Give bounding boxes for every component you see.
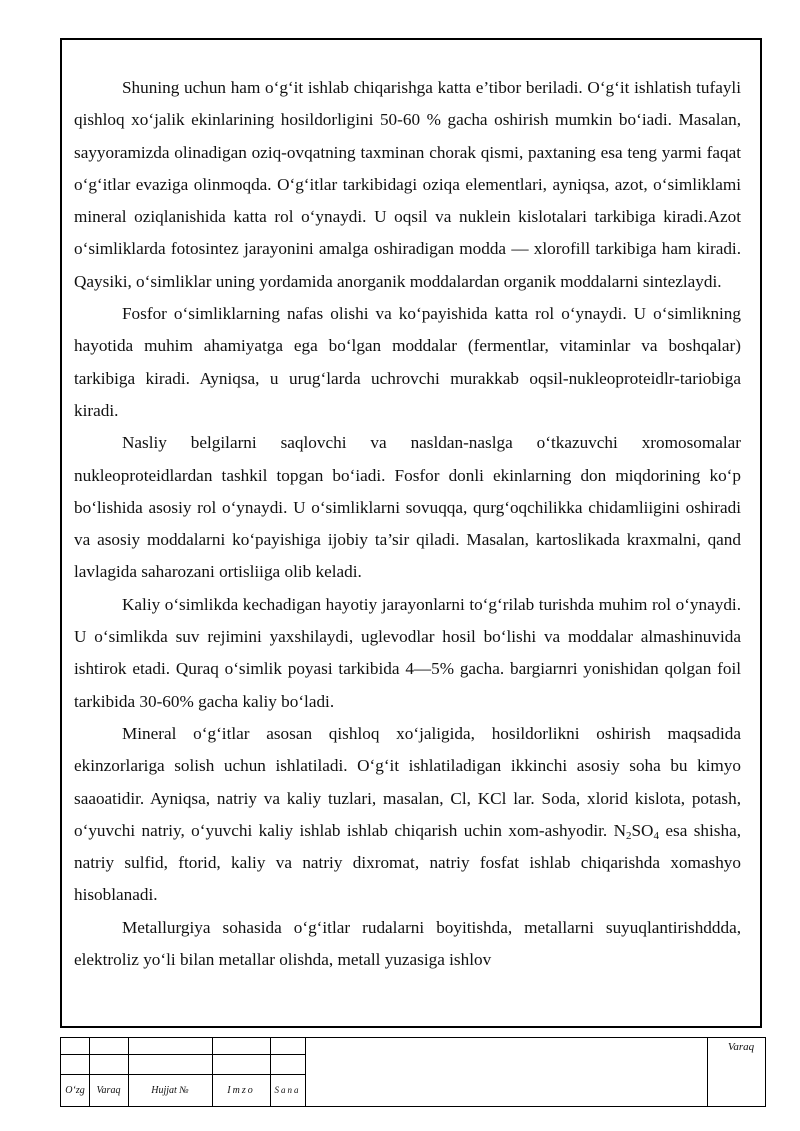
stamp-label-varaq: Varaq [96, 1085, 121, 1096]
paragraph [74, 718, 741, 912]
paragraph [74, 912, 741, 977]
subscript: 2 [626, 829, 632, 842]
document-body [74, 72, 741, 976]
text-run: Metallurgiya sohasida o‘g‘itlar rudalarni boyitishda, metallarni suyuqlantirishddda, elektroliz yo‘li bilan metallar olishda, metall yuzasiga ishlov [74, 917, 741, 970]
paragraph [74, 589, 741, 718]
text-run: esa shisha, natriy sulfid, ftorid, kaliy va natriy dixromat, natriy fosfat ishlab chiqarishda xomashyo hisoblanadi. [74, 820, 742, 905]
stamp-label-sana: Sana [274, 1085, 301, 1095]
stamp-label-imzo: Imzo [227, 1085, 255, 1096]
subscript: 4 [653, 829, 659, 842]
text-run: Fosfor o‘simliklarning nafas olishi va ko‘payishida katta rol o‘ynaydi. U o‘simlikning hayotida muhim ahamiyatga ega bo‘lgan moddalar (fermentlar, vitaminlar va boshqalar) tarkibiga kiradi. Ayniqsa, u urug‘larda uchrovchi murakkab oqsil-nukleoproteidlr-tariobiga kiradi. [74, 304, 741, 420]
text-run: Shuning uchun ham o‘g‘it ishlab chiqarishga katta e’tibor beriladi. O‘g‘it ishlatish tufayli qishloq xo‘jalik ekinlarining hosildorligini 50-60 % gacha oshirish mumkin bo‘iadi. Masalan, sayyoramizda olinadigan oziq-ovqatning taxminan chorak qismi, paxtaning esa teng yarmi faqat o‘g‘itlar evaziga olinmoqda. O‘g‘itlar tarkibidagi oziqa elementlari, ayniqsa, azot, o‘simliklami mineral oziqlanishida katta rol o‘ynaydi. U oqsil va nuklein kislotalari tarkibiga kiradi.Azot o‘simliklarda fotosintez jarayonini amalga oshiradigan modda — xlorofill tarkibiga ham kiradi. Qaysiki, o‘simliklar uning yordamida anorganik moddalardan organik moddalarni sintezlaydi. [74, 78, 741, 291]
paragraph [74, 298, 741, 427]
title-block [60, 1037, 766, 1107]
stamp-label-hujjat: Hujjat № [151, 1085, 189, 1096]
text-run: Mineral o‘g‘itlar asosan qishloq xo‘jaligida, hosildorlikni oshirish maqsadida ekinzorlariga solish uchun ishlatiladi. O‘g‘it ishlatiladigan ikkinchi asosiy soha bu kimyo saaoatidir. Ayniqsa, natriy va kaliy tuzlari, masalan, Cl, KCl lar. Soda, xlorid kislota, potash, o‘yuvchi natriy, o‘yuvchi kaliy ishlab ishlab chiqarish uchin xom-ashyodir. N [74, 723, 741, 840]
text-run: Kaliy o‘simlikda kechadigan hayotiy jarayonlarni to‘g‘rilab turishda muhim rol o‘ynaydi. U o‘simlikda suv rejimini yaxshilaydi, uglevodlar hosil bo‘lishi va moddalar almashinuvida ishtirok etadi. Quraq o‘simlik poyasi tarkibida 4—5% gacha. bargiarnri yonishidan qolgan foil tarkibida 30-60% gacha kaliy bo‘ladi. [74, 594, 741, 711]
text-run: SO [631, 820, 654, 840]
text-run: Nasliy belgilarni saqlovchi va nasldan-naslga o‘tkazuvchi xromosomalar nukleoproteidlardan tashkil topgan bo‘iadi. Fosfor donli ekinlarning don miqdorining ko‘p bo‘lishida asosiy rol o‘ynaydi. U o‘simliklarni sovuqqa, qurg‘oqchilikka chidamliigini oshiradi va asosiy moddalarni ko‘payishiga ijobiy ta’sir qiladi. Masalan, kartoslikada kraxmalni, qand lavlagida saharozani ortisliiga olib keladi. [74, 433, 741, 582]
paragraph [74, 427, 741, 588]
stamp-label-ozg: O‘zg [65, 1085, 85, 1096]
paragraph [74, 72, 741, 298]
sheet-number-label: Varaq [727, 1041, 755, 1053]
